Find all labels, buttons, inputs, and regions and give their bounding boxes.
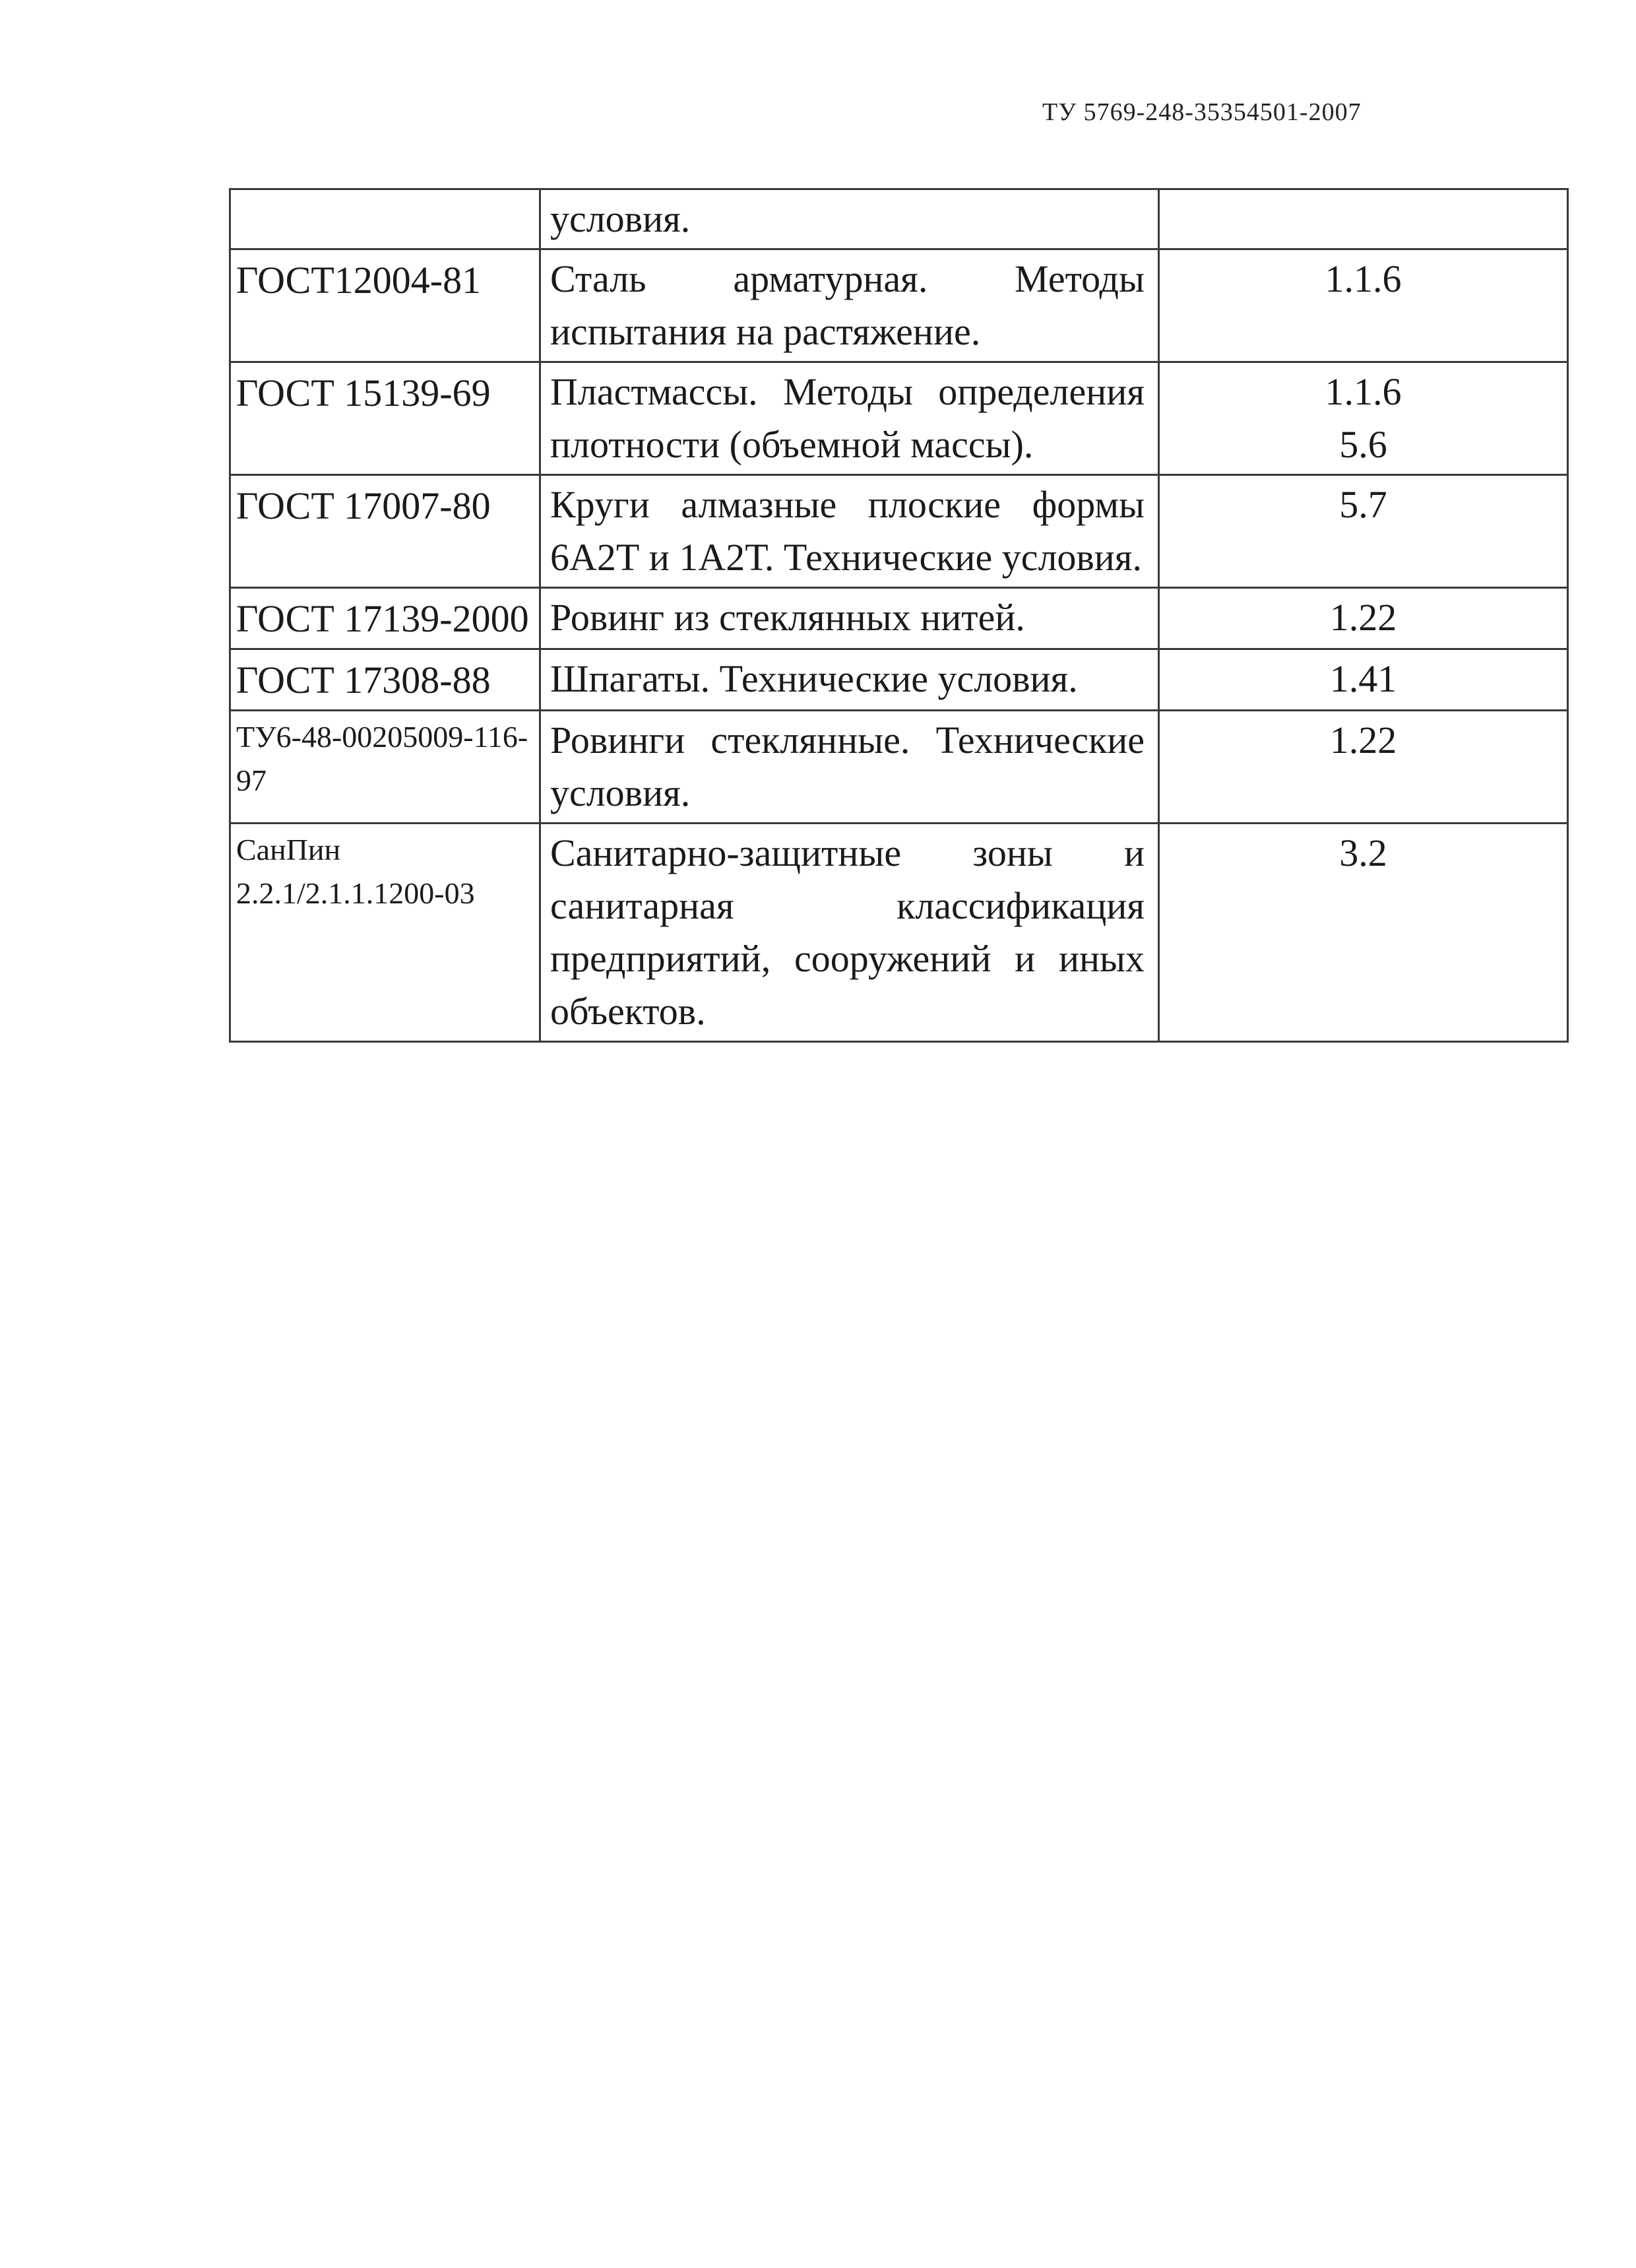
table-row xyxy=(230,249,1568,362)
section-reference-cell xyxy=(1159,711,1568,824)
document-title-cell: Ровинги стеклянные. Технические условия. xyxy=(540,711,1159,824)
normative-references-table xyxy=(229,188,1569,1043)
document-title-cell: Пластмассы. Методы определения плотности (объемной массы). xyxy=(540,362,1159,475)
document-number-header: ТУ 5769-248-35354501-2007 xyxy=(1042,98,1362,126)
document-title-cell: Ровинг из стеклянных нитей. xyxy=(540,588,1159,649)
document-code-cell: ГОСТ 17308-88 xyxy=(230,649,540,711)
section-reference-cell xyxy=(1159,588,1568,649)
section-number: 1.1.6 xyxy=(1325,370,1402,413)
table-row xyxy=(230,475,1568,588)
table-row xyxy=(230,711,1568,824)
document-title-cell: Круги алмазные плоские формы 6А2Т и 1А2Т. Технические условия. xyxy=(540,475,1159,588)
section-number: 5.6 xyxy=(1339,423,1387,466)
section-reference-cell xyxy=(1159,475,1568,588)
table-row xyxy=(230,588,1568,649)
document-code-cell: ТУ6-48-00205009-116-97 xyxy=(230,711,540,824)
document-code-cell: ГОСТ 17007-80 xyxy=(230,475,540,588)
section-number: 5.7 xyxy=(1339,483,1387,526)
document-code-cell: ГОСТ 17139-2000 xyxy=(230,588,540,649)
document-code-cell: СанПин 2.2.1/2.1.1.1200-03 xyxy=(230,824,540,1042)
document-title-cell: Сталь арматурная. Методы испытания на растяжение. xyxy=(540,249,1159,362)
document-code-cell: ГОСТ 15139-69 xyxy=(230,362,540,475)
table-row xyxy=(230,649,1568,711)
section-number: 3.2 xyxy=(1339,831,1387,874)
document-title-cell: Шпагаты. Технические условия. xyxy=(540,649,1159,711)
table-row xyxy=(230,189,1568,249)
section-reference-cell xyxy=(1159,362,1568,475)
table-row xyxy=(230,362,1568,475)
document-code-cell xyxy=(230,189,540,249)
section-number: 1.22 xyxy=(1329,719,1397,761)
section-reference-cell xyxy=(1159,824,1568,1042)
document-title-cell: Санитарно-защитные зоны и санитарная классификация предприятий, сооружений и иных объектов. xyxy=(540,824,1159,1042)
document-title-cell: условия. xyxy=(540,189,1159,249)
section-number: 1.1.6 xyxy=(1325,257,1402,300)
section-reference-cell xyxy=(1159,189,1568,249)
table-row xyxy=(230,824,1568,1042)
section-number: 1.41 xyxy=(1329,657,1397,700)
section-number: 1.22 xyxy=(1329,596,1397,639)
document-code-cell: ГОСТ12004-81 xyxy=(230,249,540,362)
section-reference-cell xyxy=(1159,249,1568,362)
section-reference-cell xyxy=(1159,649,1568,711)
